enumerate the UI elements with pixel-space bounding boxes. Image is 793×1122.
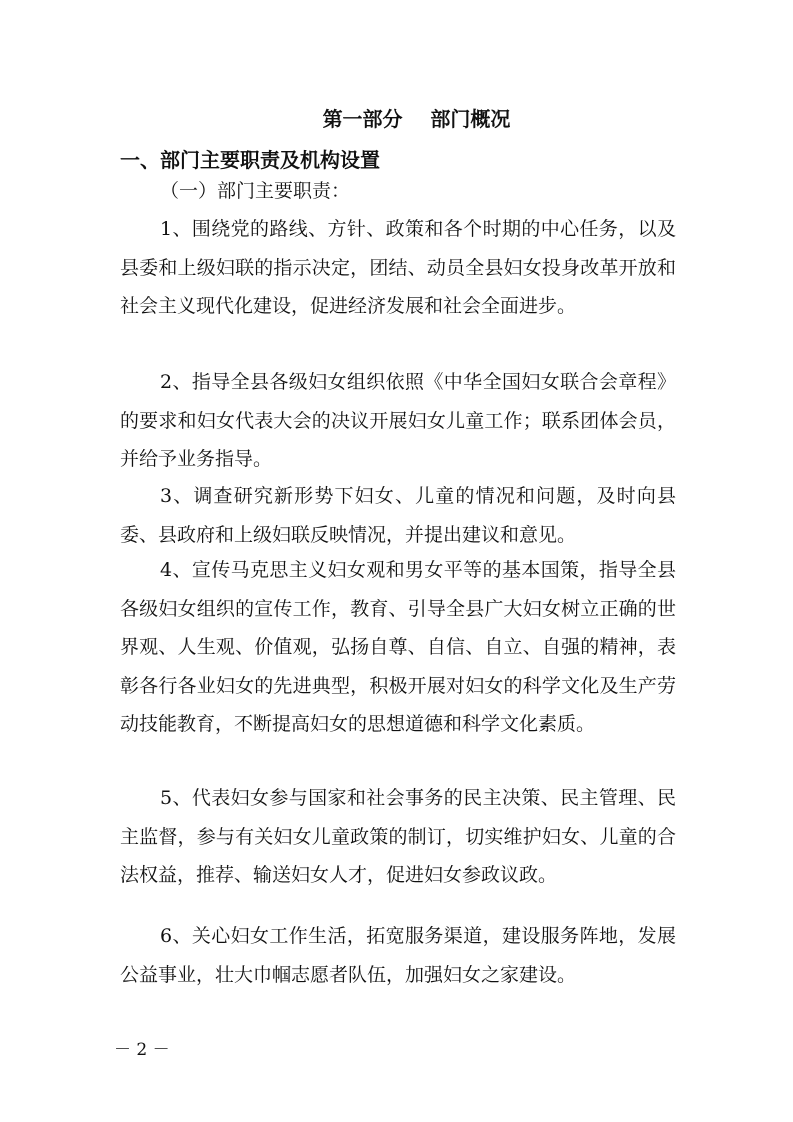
subsection-title: （一）部门主要职责：: [160, 180, 351, 202]
page-number: － 2 －: [114, 1040, 170, 1060]
section-title: 一、部门主要职责及机构设置: [120, 148, 380, 172]
duty-paragraph-4: 4、宣传马克思主义妇女观和男女平等的基本国策，指导全县各级妇女组织的宣传工作，教育、引导全县广大妇女树立正确的世界观、人生观、价值观，弘扬自尊、自信、自立、自强的精神，表彰各行各业妇女的先进典型，积极开展对妇女的科学文化及生产劳动技能教育，不断提高妇女的思想道德和科学文化素质。: [120, 559, 676, 735]
duty-paragraph-6: 6、关心妇女工作生活，拓宽服务渠道，建设服务阵地，发展公益事业，壮大巾帼志愿者队伍，加强妇女之家建设。: [120, 925, 676, 986]
part-title: 第一部分 部门概况: [322, 107, 511, 131]
duty-paragraph-3: 3、调查研究新形势下妇女、儿童的情况和问题，及时向县委、县政府和上级妇联反映情况，并提出建议和意见。: [120, 485, 676, 546]
duty-paragraph-1: 1、围绕党的路线、方针、政策和各个时期的中心任务，以及县委和上级妇联的指示决定，团结、动员全县妇女投身改革开放和社会主义现代化建设，促进经济发展和社会全面进步。: [120, 218, 676, 317]
duty-paragraph-2: 2、指导全县各级妇女组织依照《中华全国妇女联合会章程》的要求和妇女代表大会的决议开展妇女儿童工作；联系团体会员，并给予业务指导。: [120, 371, 676, 470]
duty-paragraph-5: 5、代表妇女参与国家和社会事务的民主决策、民主管理、民主监督，参与有关妇女儿童政策的制订，切实维护妇女、儿童的合法权益，推荐、输送妇女人才，促进妇女参政议政。: [120, 787, 676, 886]
